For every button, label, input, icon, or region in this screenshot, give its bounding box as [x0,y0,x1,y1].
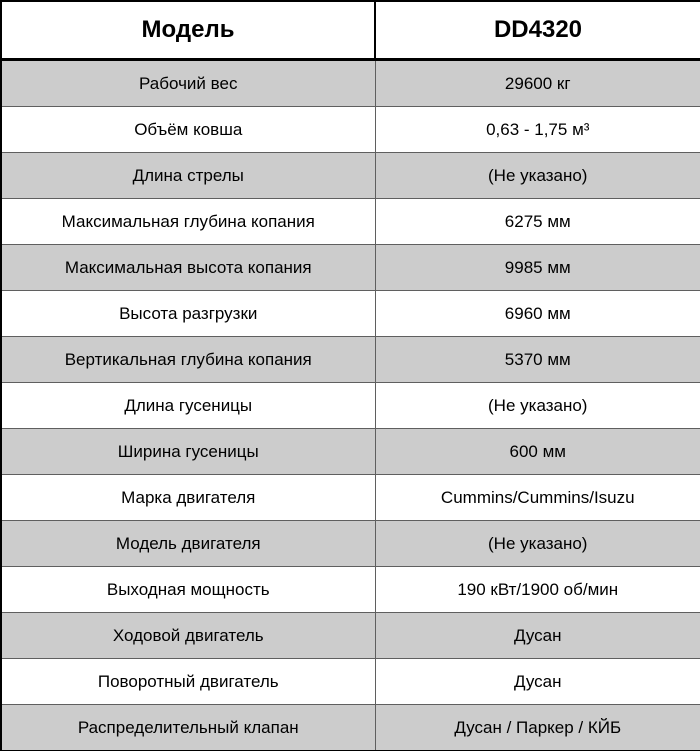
spec-table-header [1,1,700,60]
spec-label: Длина стрелы [1,153,375,199]
spec-label: Объём ковша [1,107,375,153]
table-row [1,475,700,521]
spec-value: 29600 кг [375,60,700,107]
spec-table-body [1,60,700,751]
spec-label: Высота разгрузки [1,291,375,337]
table-row [1,337,700,383]
table-row [1,153,700,199]
table-row [1,705,700,751]
spec-value: 6960 мм [375,291,700,337]
spec-value: 9985 мм [375,245,700,291]
table-row [1,659,700,705]
table-row [1,429,700,475]
spec-value: 0,63 - 1,75 м³ [375,107,700,153]
spec-label: Ширина гусеницы [1,429,375,475]
spec-value: 190 кВт/1900 об/мин [375,567,700,613]
header-row [1,1,700,60]
header-cell-model-label: Модель [1,1,375,60]
spec-label: Поворотный двигатель [1,659,375,705]
table-row [1,199,700,245]
spec-label: Распределительный клапан [1,705,375,751]
spec-label: Вертикальная глубина копания [1,337,375,383]
spec-value: Дусан [375,659,700,705]
spec-value: 5370 мм [375,337,700,383]
spec-label: Выходная мощность [1,567,375,613]
spec-value: Дусан [375,613,700,659]
table-row [1,521,700,567]
table-row [1,567,700,613]
spec-value: (Не указано) [375,521,700,567]
table-row [1,383,700,429]
header-cell-model-value: DD4320 [375,1,700,60]
table-row [1,613,700,659]
spec-label: Максимальная глубина копания [1,199,375,245]
table-row [1,107,700,153]
spec-label: Длина гусеницы [1,383,375,429]
spec-label: Ходовой двигатель [1,613,375,659]
spec-label: Модель двигателя [1,521,375,567]
spec-value: (Не указано) [375,153,700,199]
spec-value: 600 мм [375,429,700,475]
spec-label: Максимальная высота копания [1,245,375,291]
table-row [1,291,700,337]
table-row [1,245,700,291]
spec-value: (Не указано) [375,383,700,429]
spec-value: Cummins/Cummins/Isuzu [375,475,700,521]
spec-label: Марка двигателя [1,475,375,521]
spec-label: Рабочий вес [1,60,375,107]
spec-value: 6275 мм [375,199,700,245]
spec-value: Дусан / Паркер / КЙБ [375,705,700,751]
table-row [1,60,700,107]
